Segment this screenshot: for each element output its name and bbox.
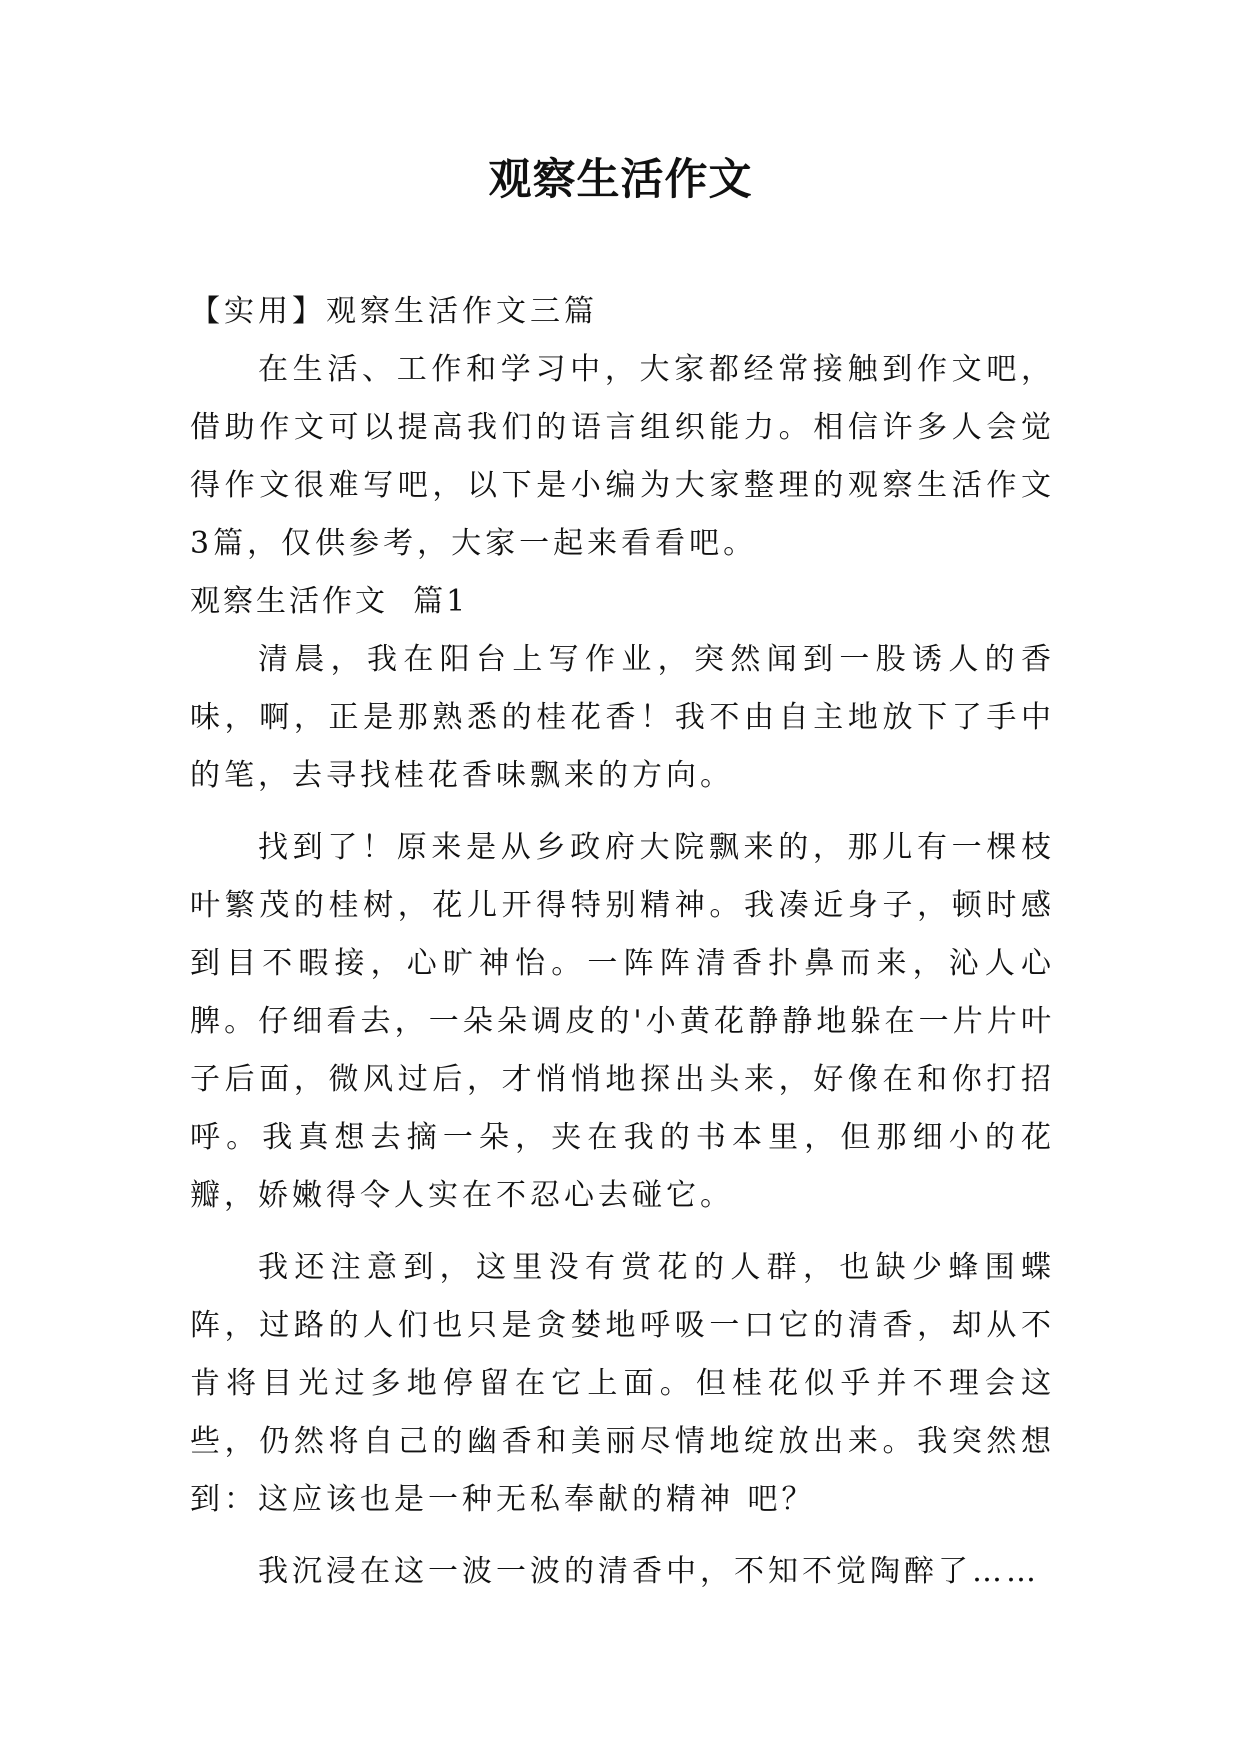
body-paragraph-4: 我沉浸在这一波一波的清香中，不知不觉陶醉了……: [258, 1554, 1040, 1589]
document-title: 观察生活作文: [488, 155, 753, 205]
document-subtitle: 【实用】观察生活作文三篇: [190, 294, 598, 329]
intro-paragraph: 在生活、工作和学习中，大家都经常接触到作文吧，借助作文可以提高我们的语言组织能力。相信许多人会觉得作文很难写吧，以下是小编为大家整理的观察生活作文3篇，仅供参考，大家一起来看看吧。: [190, 352, 1055, 561]
body-paragraph-3: 我还注意到，这里没有赏花的人群，也缺少蜂围蝶阵，过路的人们也只是贪婪地呼吸一口它的清香，却从不肯将目光过多地停留在它上面。但桂花似乎并不理会这些，仍然将自己的幽香和美丽尽情地绽放出来。我突然想到：这应该也是一种无私奉献的精神 吧？: [190, 1250, 1055, 1517]
document-body: [190, 283, 1055, 1601]
body-paragraph-2: 找到了！原来是从乡政府大院飘来的，那儿有一棵枝叶繁茂的桂树，花儿开得特别精神。我凑近身子，顿时感到目不暇接，心旷神怡。一阵阵清香扑鼻而来，沁人心脾。仔细看去，一朵朵调皮的'小黄花静静地躲在一片片叶子后面，微风过后，才悄悄地探出头来，好像在和你打招呼。我真想去摘一朵，夹在我的书本里，但那细小的花瓣，娇嫩得令人实在不忍心去碰它。: [190, 830, 1055, 1213]
body-paragraph-1: 清晨，我在阳台上写作业，突然闻到一股诱人的香味，啊，正是那熟悉的桂花香！我不由自主地放下了手中的笔，去寻找桂花香味飘来的方向。: [190, 642, 1055, 793]
section-heading: 观察生活作文 篇1: [190, 584, 469, 619]
